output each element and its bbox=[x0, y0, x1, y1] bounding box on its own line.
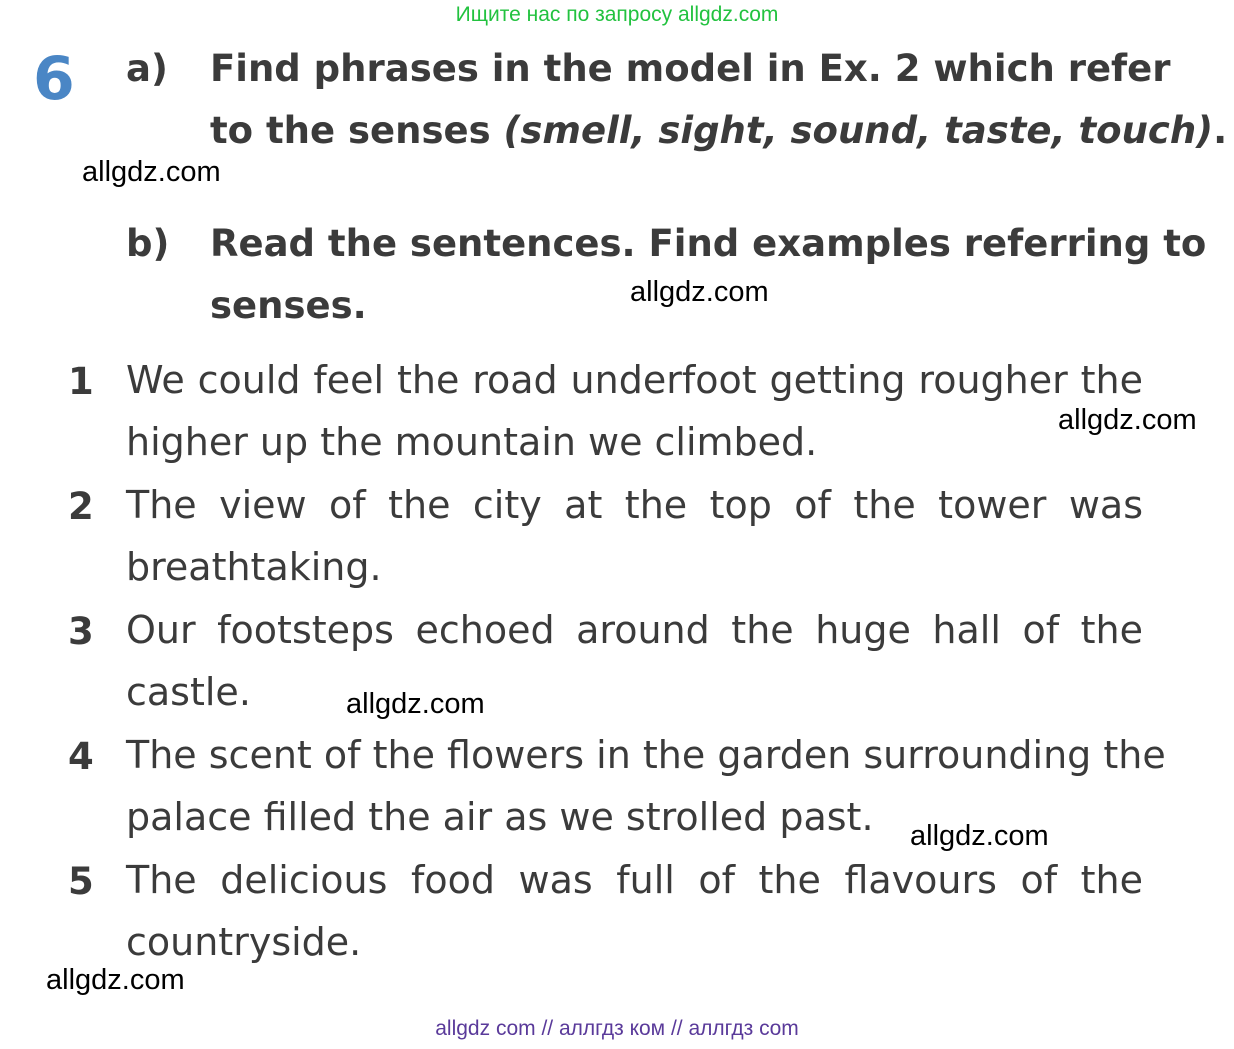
part-a-line2-end: . bbox=[1213, 109, 1228, 152]
sentence-5-line1: The delicious food was full of the flavours of the bbox=[126, 858, 1143, 902]
footer-links[interactable]: allgdz com // аллгдз ком // аллгдз com bbox=[435, 1017, 799, 1040]
part-a-letter: a) bbox=[126, 47, 168, 90]
sentence-3-line2: castle. bbox=[126, 670, 251, 714]
part-b-letter: b) bbox=[126, 222, 170, 265]
senses-list: (smell, sight, sound, taste, touch) bbox=[503, 109, 1214, 152]
sentence-2-line1: The view of the city at the top of the tower was bbox=[126, 483, 1143, 527]
sentence-3-line1: Our footsteps echoed around the huge hall of the bbox=[126, 608, 1143, 652]
part-a-line2-start: to the senses bbox=[210, 109, 504, 152]
part-a-instruction-line1: Find phrases in the model in Ex. 2 which refer bbox=[210, 47, 1171, 90]
sentence-4-line2: palace filled the air as we strolled past. bbox=[126, 795, 874, 839]
exercise-number: 6 bbox=[33, 44, 73, 114]
watermark: allgdz.com bbox=[630, 276, 769, 308]
sentence-1-line1: We could feel the road underfoot getting rougher the bbox=[126, 358, 1143, 402]
search-hint-link[interactable]: Ищите нас по запросу allgdz.com bbox=[455, 3, 779, 26]
watermark: allgdz.com bbox=[46, 964, 185, 996]
sentence-number-1: 1 bbox=[68, 360, 94, 403]
sentence-number-5: 5 bbox=[68, 860, 94, 903]
sentence-number-4: 4 bbox=[68, 735, 94, 778]
watermark: allgdz.com bbox=[1058, 404, 1197, 436]
sentence-4-line1: The scent of the flowers in the garden surrounding the bbox=[126, 733, 1166, 777]
sentence-number-3: 3 bbox=[68, 610, 94, 653]
part-a-instruction-line2 bbox=[210, 109, 1228, 152]
watermark: allgdz.com bbox=[346, 688, 485, 720]
sentence-5-line2: countryside. bbox=[126, 920, 362, 964]
watermark: allgdz.com bbox=[910, 820, 1049, 852]
sentence-1-line2: higher up the mountain we climbed. bbox=[126, 420, 818, 464]
part-b-instruction-line1: Read the sentences. Find examples referring to bbox=[210, 222, 1207, 265]
part-b-instruction-line2: senses. bbox=[210, 284, 367, 327]
sentence-number-2: 2 bbox=[68, 485, 94, 528]
watermark: allgdz.com bbox=[82, 156, 221, 188]
sentence-2-line2: breathtaking. bbox=[126, 545, 382, 589]
